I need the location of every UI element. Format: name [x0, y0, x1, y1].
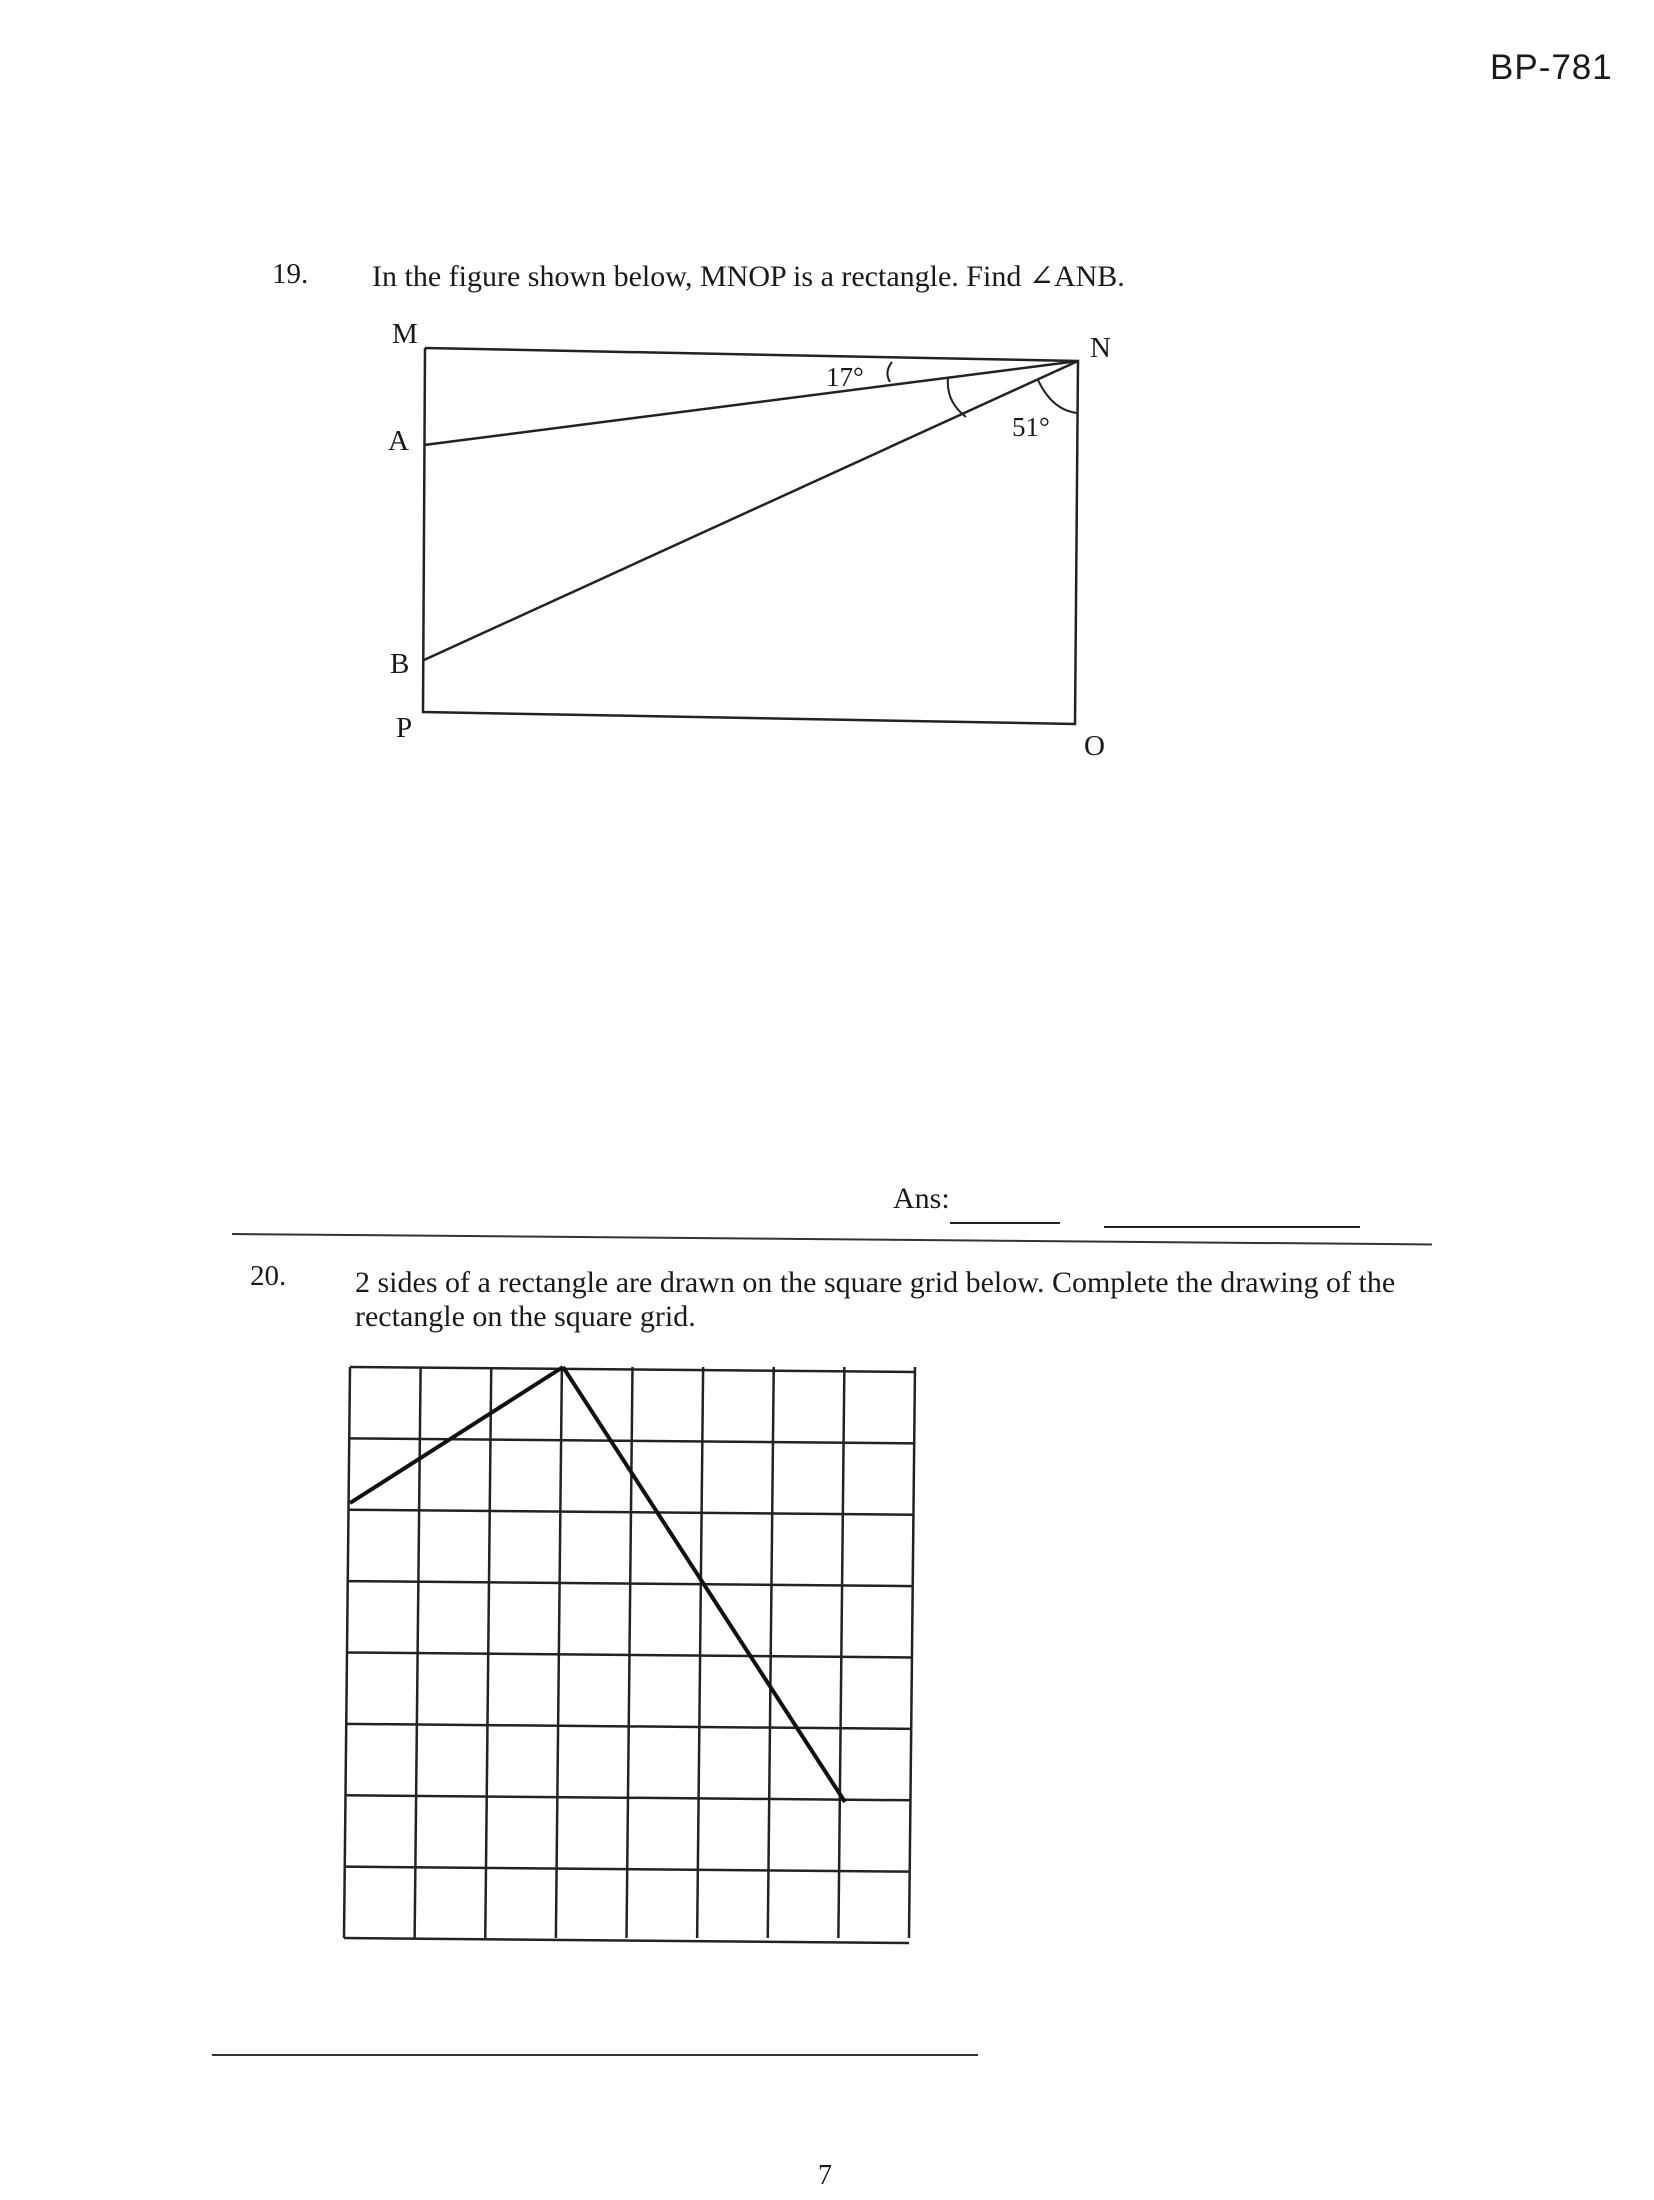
vertex-a-label: A [388, 425, 409, 457]
vertex-m-label: M [392, 318, 418, 350]
question-19-text: In the figure shown below, MNOP is a rectangle. Find ∠ANB. [372, 260, 1125, 293]
rectangle-side-1 [350, 1367, 563, 1503]
page-number: 7 [818, 2160, 832, 2191]
grid-vertical-line [697, 1367, 703, 1938]
question-20-number: 20. [250, 1260, 287, 1292]
question-20-text: 2 sides of a rectangle are drawn on the square grid below. Complete the drawing of the rectangle on the square grid. [355, 1266, 1396, 1333]
angle-label-17: 17° [826, 362, 864, 392]
vertex-o-label: O [1084, 730, 1105, 762]
grid-vertical-line [768, 1367, 774, 1938]
grid-vertical-line [627, 1367, 633, 1938]
grid-vertical-line [838, 1367, 844, 1938]
grid-vertical-line [556, 1367, 562, 1938]
answer-label: Ans: [893, 1182, 950, 1215]
vertex-b-label: B [390, 648, 410, 680]
angle-label-51: 51° [1012, 412, 1050, 442]
bottom-rule [212, 2054, 978, 2056]
paper-code: BP-781 [1490, 48, 1613, 87]
grid-horizontal-line [344, 1938, 909, 1943]
vertex-p-label: P [396, 712, 413, 744]
grid-vertical-line [909, 1367, 915, 1938]
vertex-n-label: N [1090, 332, 1111, 364]
question-19-number: 19. [272, 258, 309, 290]
